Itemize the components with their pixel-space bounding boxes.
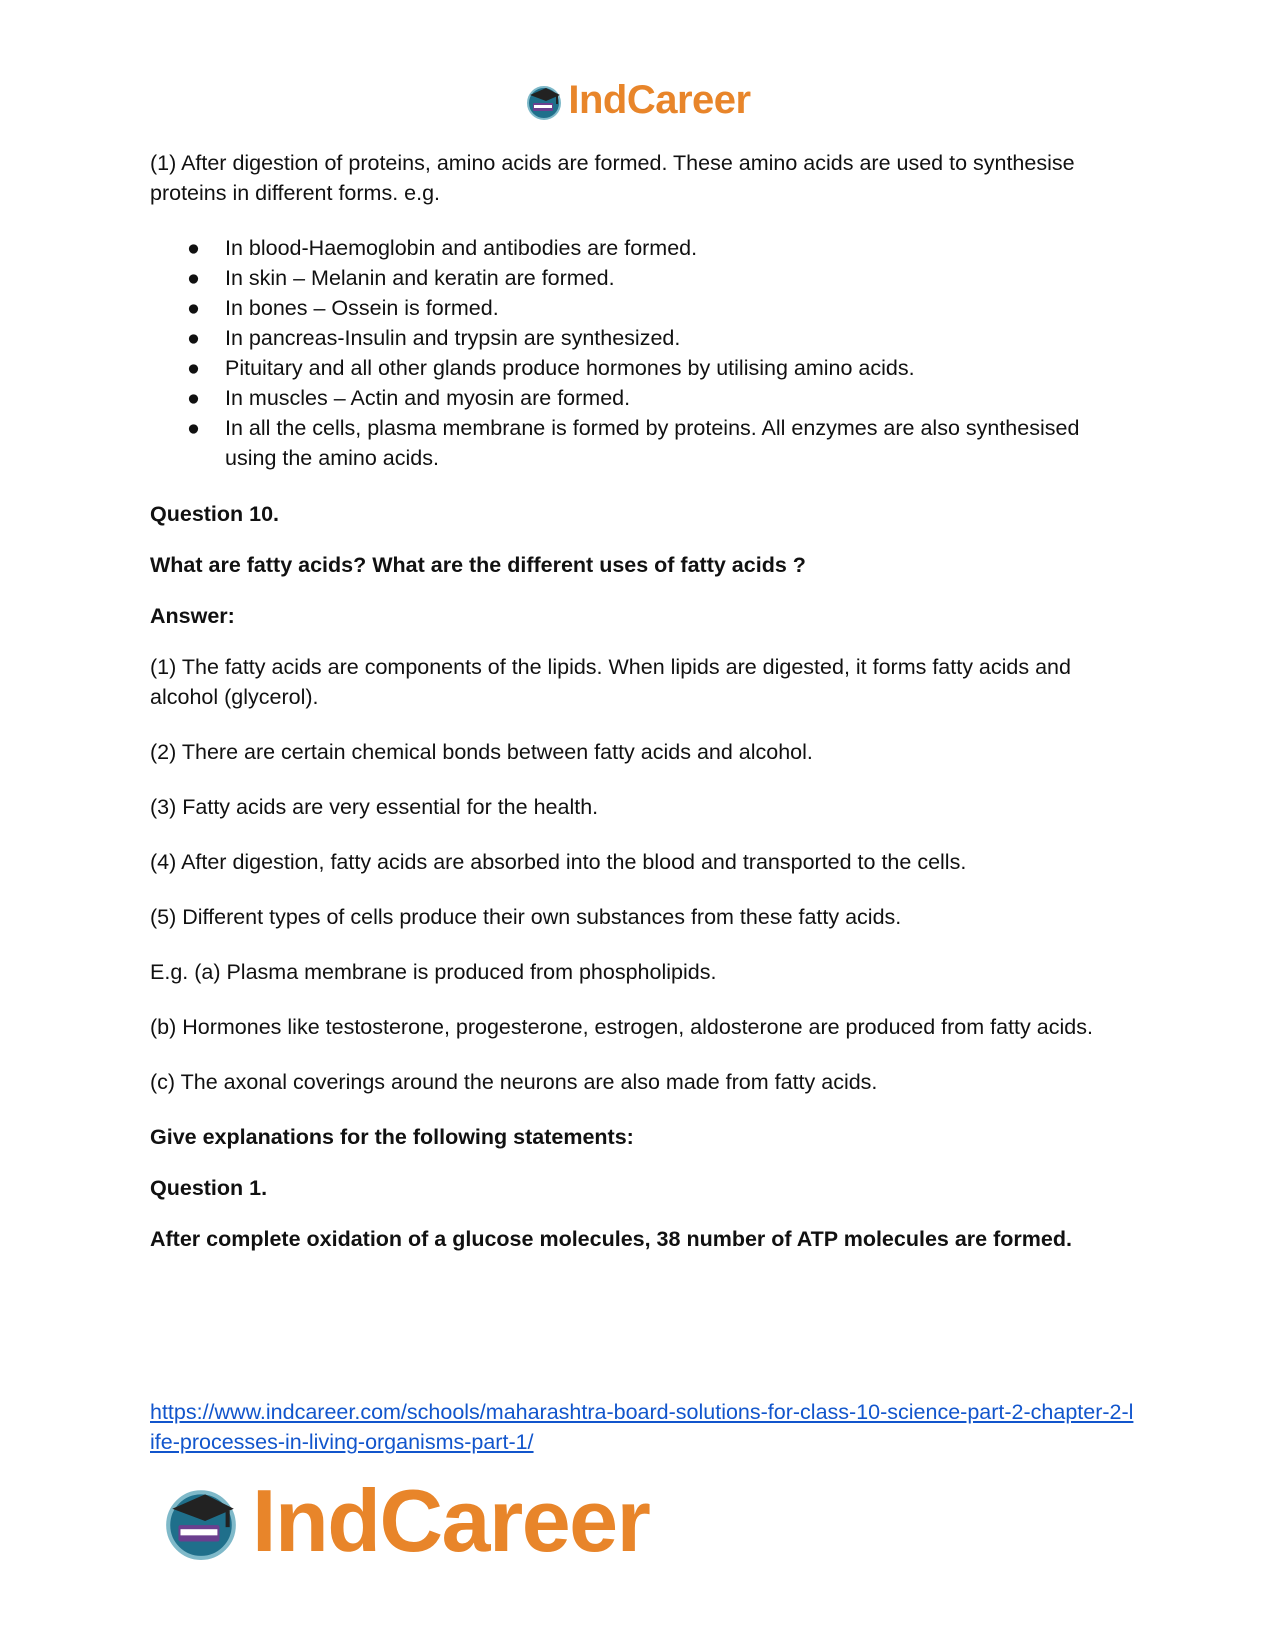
- header-logo: [0, 78, 1275, 123]
- main-content: [150, 148, 1135, 1279]
- answer-label: Answer:: [150, 604, 235, 628]
- bullet-icon: ●: [187, 386, 200, 410]
- answer-point: (5) Different types of cells produce their own substances from these fatty acids.: [150, 905, 902, 929]
- list-item: ● In pancreas-Insulin and trypsin are synthesized.: [187, 323, 1135, 353]
- answer-point: E.g. (a) Plasma membrane is produced from phospholipids.: [150, 960, 717, 984]
- footer-logo-text: IndCareer: [252, 1471, 650, 1570]
- bullet-icon: ●: [187, 266, 200, 290]
- list-item: ● In muscles – Actin and myosin are formed.: [187, 383, 1135, 413]
- source-link[interactable]: https://www.indcareer.com/schools/maharashtra-board-solutions-for-class-10-science-part-2-chapter-2-life-processes-in-living-organisms-part-1/: [150, 1400, 1134, 1454]
- intro-paragraph: (1) After digestion of proteins, amino acids are formed. These amino acids are used to synthesise proteins in different forms. e.g.: [150, 151, 1075, 205]
- footer-logo: [160, 1470, 649, 1572]
- answer-point: (4) After digestion, fatty acids are absorbed into the blood and transported to the cells.: [150, 850, 967, 874]
- bullet-icon: ●: [187, 296, 200, 320]
- graduation-cap-book-globe-icon: [160, 1480, 242, 1562]
- answer-point: (b) Hormones like testosterone, progesterone, estrogen, aldosterone are produced from fatty acids.: [150, 1015, 1093, 1039]
- question-10-label: Question 10.: [150, 502, 280, 526]
- bullet-icon: ●: [187, 326, 200, 350]
- bullet-icon: ●: [187, 416, 200, 440]
- list-item: ● In blood-Haemoglobin and antibodies are formed.: [187, 233, 1135, 263]
- protein-uses-list: [150, 233, 1135, 473]
- section-heading: Give explanations for the following statements:: [150, 1125, 634, 1149]
- graduation-cap-book-globe-icon: [524, 81, 564, 121]
- list-item: ● In all the cells, plasma membrane is formed by proteins. All enzymes are also synthesised using the amino acids.: [187, 413, 1135, 473]
- header-logo-text: IndCareer: [568, 78, 751, 122]
- answer-point: (3) Fatty acids are very essential for the health.: [150, 795, 599, 819]
- answer-point: (2) There are certain chemical bonds between fatty acids and alcohol.: [150, 740, 813, 764]
- list-item: ● In skin – Melanin and keratin are formed.: [187, 263, 1135, 293]
- list-item: ● Pituitary and all other glands produce hormones by utilising amino acids.: [187, 353, 1135, 383]
- list-item: ● In bones – Ossein is formed.: [187, 293, 1135, 323]
- question-1-statement: After complete oxidation of a glucose molecules, 38 number of ATP molecules are formed.: [150, 1227, 1072, 1251]
- question-1-label: Question 1.: [150, 1176, 268, 1200]
- answer-point: (1) The fatty acids are components of the lipids. When lipids are digested, it forms fatty acids and alcohol (glycerol).: [150, 655, 1071, 709]
- bullet-icon: ●: [187, 236, 200, 260]
- answer-point: (c) The axonal coverings around the neurons are also made from fatty acids.: [150, 1070, 878, 1094]
- question-10-text: What are fatty acids? What are the different uses of fatty acids ?: [150, 553, 806, 577]
- bullet-icon: ●: [187, 356, 200, 380]
